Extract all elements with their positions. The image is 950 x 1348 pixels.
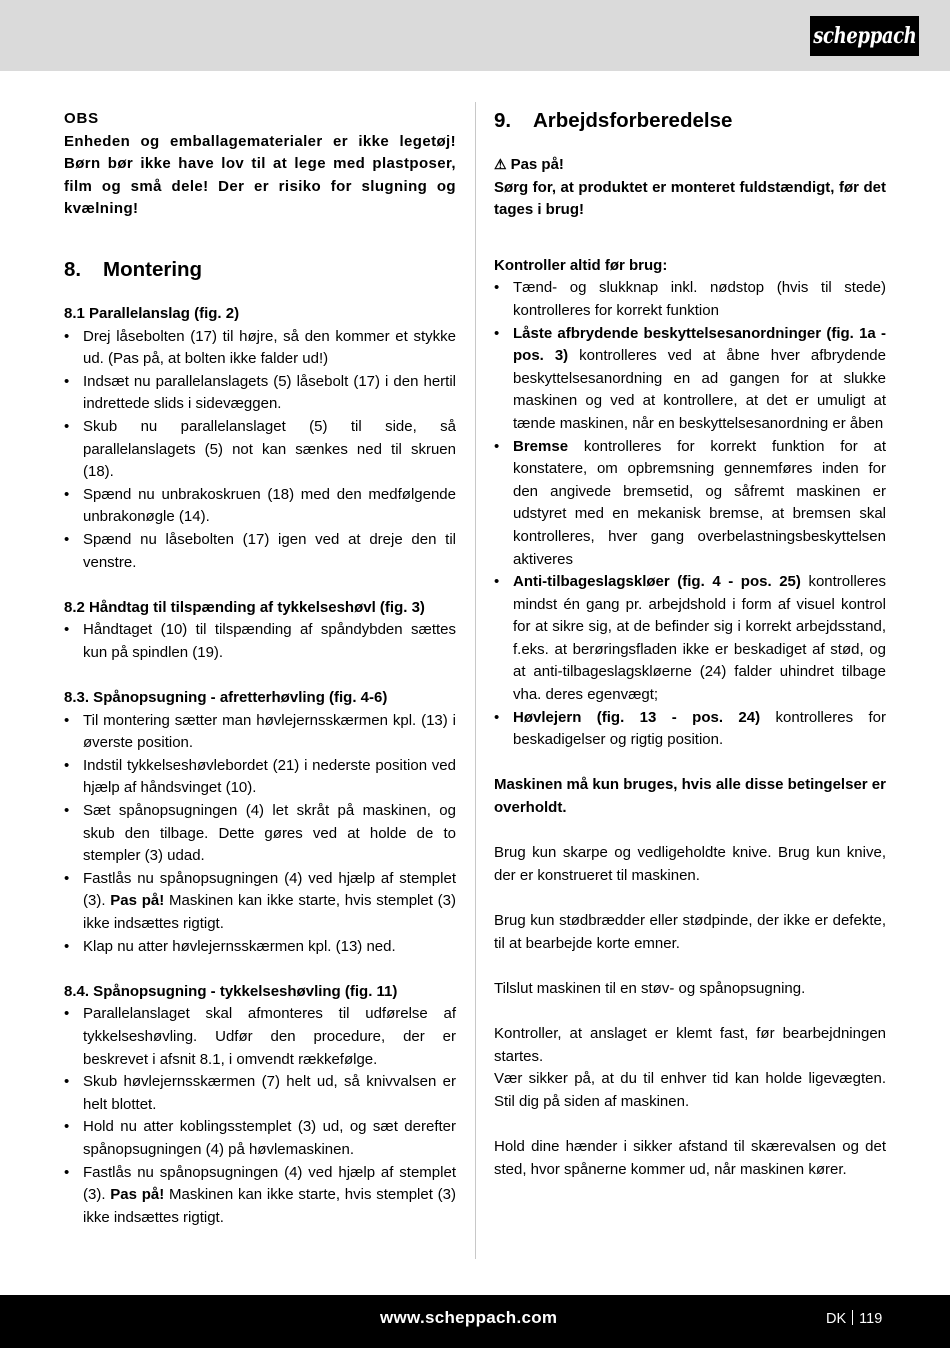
section-number: 9. (494, 109, 512, 132)
subsection-8-1-title: 8.1 Parallelanslag (fig. 2) (64, 304, 240, 322)
list-item: • Skub nu parallelanslaget (5) til side, så parallelanslagets (5) not kan sænkes ned til skruen (18). (64, 416, 456, 484)
warning-line (494, 153, 886, 177)
list-item (64, 868, 456, 936)
list-item: • Hold nu atter koblingsstemplet (3) ud, og sæt derefter spånopsugningen (4) på høvlemaskinen. (64, 1116, 456, 1161)
item-text: kontrolleres for beskadigelser og rigtig position. (513, 708, 886, 749)
obs-text: Enheden og emballagematerialer er ikke legetøj! Børn bør ikke have lov til at lege med plastposer, film og små dele! Der er risiko for slugning og kvælning! (64, 132, 456, 218)
language-code: DK (826, 1311, 847, 1327)
list-item: • Skub høvlejernsskærmen (7) helt ud, så knivvalsen er helt blottet. (64, 1071, 456, 1116)
caution-label: Pas på! (110, 892, 165, 910)
list-item: • Tænd- og slukknap inkl. nødstop (hvis til stede) kontrolleres for korrekt funktion (494, 277, 886, 322)
website-url: www.scheppach.com (380, 1308, 558, 1327)
subsection-8-2-title: 8.2 Håndtag til tilspænding af tykkelseshøvl (fig. 3) (64, 598, 425, 616)
section-9-heading (494, 108, 886, 134)
paragraph: Kontroller, at anslaget er klemt fast, før bearbejdningen startes. (494, 1024, 886, 1065)
warning-title: Pas på! (510, 156, 564, 173)
list-item (494, 436, 886, 572)
footer-bar (0, 1295, 950, 1348)
list-item (494, 571, 886, 707)
item-text: Fastlås nu spånopsugningen (4) ved hjælp af stemplet (3). (83, 869, 456, 910)
item-bold: Høvlejern (fig. 13 - pos. 24) (513, 708, 761, 726)
subsection-8-3-title: 8.3. Spånopsugning - afretterhøvling (fig. 4-6) (64, 689, 388, 707)
list-item: • Indstil tykkelseshøvlebordet (21) i nederste position ved hjælp af håndsvinget (10). (64, 755, 456, 800)
section-title: Arbejdsforberedelse (533, 109, 733, 132)
list-item: • Til montering sætter man høvlejernsskærmen kpl. (13) i øverste position. (64, 710, 456, 755)
warning-text: Sørg for, at produktet er monteret fuldstændigt, før det tages i brug! (494, 178, 886, 219)
paragraph: Vær sikker på, at du til enhver tid kan holde ligevægten. Stil dig på siden af maskinen. (494, 1070, 886, 1110)
page-indicator (826, 1310, 882, 1327)
list-item: • Håndtaget (10) til tilspænding af spåndybden sættes kun på spindlen (19). (64, 619, 456, 664)
item-text: Maskinen kan ikke starte, hvis stemplet (3) ikke indsættes rigtigt. (83, 892, 456, 932)
condition-text: Maskinen må kun bruges, hvis alle disse betingelser er overholdt. (494, 776, 886, 817)
left-column (64, 108, 456, 1229)
subsection-8-4-list (64, 1003, 456, 1229)
list-item: • Parallelanslaget skal afmonteres til udførelse af tykkelseshøvling. Udfør den procedure, der er beskrevet i afsnit 8.1, i omvendt rækkefølge. (64, 1003, 456, 1071)
subsection-8-1-list (64, 326, 456, 575)
section-number: 8. (64, 257, 82, 281)
item-text: kontrolleres mindst én gang pr. arbejdshold i form af visuel kontrol for at sikre sig, at de befinder sig i korrekt arbejdsstand, f.eks. at berøringsfladen ikke er beskadiget af stød, og at anti-tilbageslagskløerne (24) falder uhindret tilbage vha. deres egenvægt; (513, 573, 886, 704)
section-8-heading (64, 257, 456, 283)
warning-triangle-icon: ⚠ (494, 156, 507, 172)
item-bold: Bremse (513, 437, 569, 455)
list-item (494, 707, 886, 752)
list-item (494, 323, 886, 436)
subsection-8-4-title: 8.4. Spånopsugning - tykkelseshøvling (fig. 11) (64, 982, 398, 1000)
page-number: 119 (859, 1311, 883, 1327)
caution-label: Pas på! (110, 1186, 165, 1204)
obs-title: OBS (64, 110, 99, 127)
paragraph: Tilslut maskinen til en støv- og spånopsugning. (494, 979, 806, 997)
list-item: • Sæt spånopsugningen (4) let skråt på maskinen, og skub den tilbage. Dette gøres ved at holde de to stempler (3) udad. (64, 800, 456, 868)
list-item (64, 1162, 456, 1230)
check-title: Kontroller altid før brug: (494, 256, 668, 274)
item-text: Maskinen kan ikke starte, hvis stemplet (3) ikke indsættes rigtigt. (83, 1186, 456, 1226)
subsection-8-2-list (64, 619, 456, 664)
item-text: kontrolleres ved at åbne hver afbrydende beskyttelsesanordning en ad gangen for at slukke maskinen og ved at kontrollere, at det er umuligt at tænde maskinen, når en beskyttelsesanordning er åben (513, 347, 886, 432)
scheppach-logo (810, 16, 919, 56)
check-list (494, 277, 886, 751)
separator (852, 1310, 853, 1325)
section-title: Montering (103, 257, 203, 281)
item-text: Fastlås nu spånopsugningen (4) ved hjælp af stemplet (3). (83, 1163, 456, 1204)
list-item: • Drej låsebolten (17) til højre, så den kommer et stykke ud. (Pas på, at bolten ikke falder ud!) (64, 326, 456, 371)
list-item: • Spænd nu låsebolten (17) igen ved at dreje den til venstre. (64, 529, 456, 574)
paragraph: Hold dine hænder i sikker afstand til skærevalsen og det sted, hvor spånerne kommer ud, når maskinen kører. (494, 1137, 886, 1178)
paragraph: Brug kun stødbrædder eller stødpinde, der ikke er defekte, til at bearbejde korte emner. (494, 912, 886, 952)
subsection-8-3-list (64, 710, 456, 959)
item-bold: Anti-tilbageslagskløer (fig. 4 - pos. 25) (513, 573, 801, 591)
item-bold: Låste afbrydende beskyttelsesanordninger (fig. 1a - pos. 3) (513, 324, 886, 365)
header-bar (0, 0, 950, 71)
list-item: • Indsæt nu parallelanslagets (5) låsebolt (17) i den hertil indrettede slids i sidevæggen. (64, 371, 456, 416)
column-divider (475, 102, 476, 1259)
paragraph: Brug kun skarpe og vedligeholdte knive. Brug kun knive, der er konstrueret til maskinen. (494, 844, 886, 884)
right-column (494, 108, 886, 1181)
item-text: kontrolleres for korrekt funktion for at konstatere, om opbremsning gennemføres inden for den angivede bremsetid, og såfremt maskinen er udstyret med en mekanisk bremse, at bremsen skal kontrolleres, hver gang overbelastningsbeskyttelsen aktiveres (513, 437, 886, 568)
list-item: • Spænd nu unbrakoskruen (18) med den medfølgende unbrakonøgle (14). (64, 484, 456, 529)
list-item: • Klap nu atter høvlejernsskærmen kpl. (13) ned. (64, 936, 456, 959)
logo-text: scheppach (812, 23, 917, 49)
